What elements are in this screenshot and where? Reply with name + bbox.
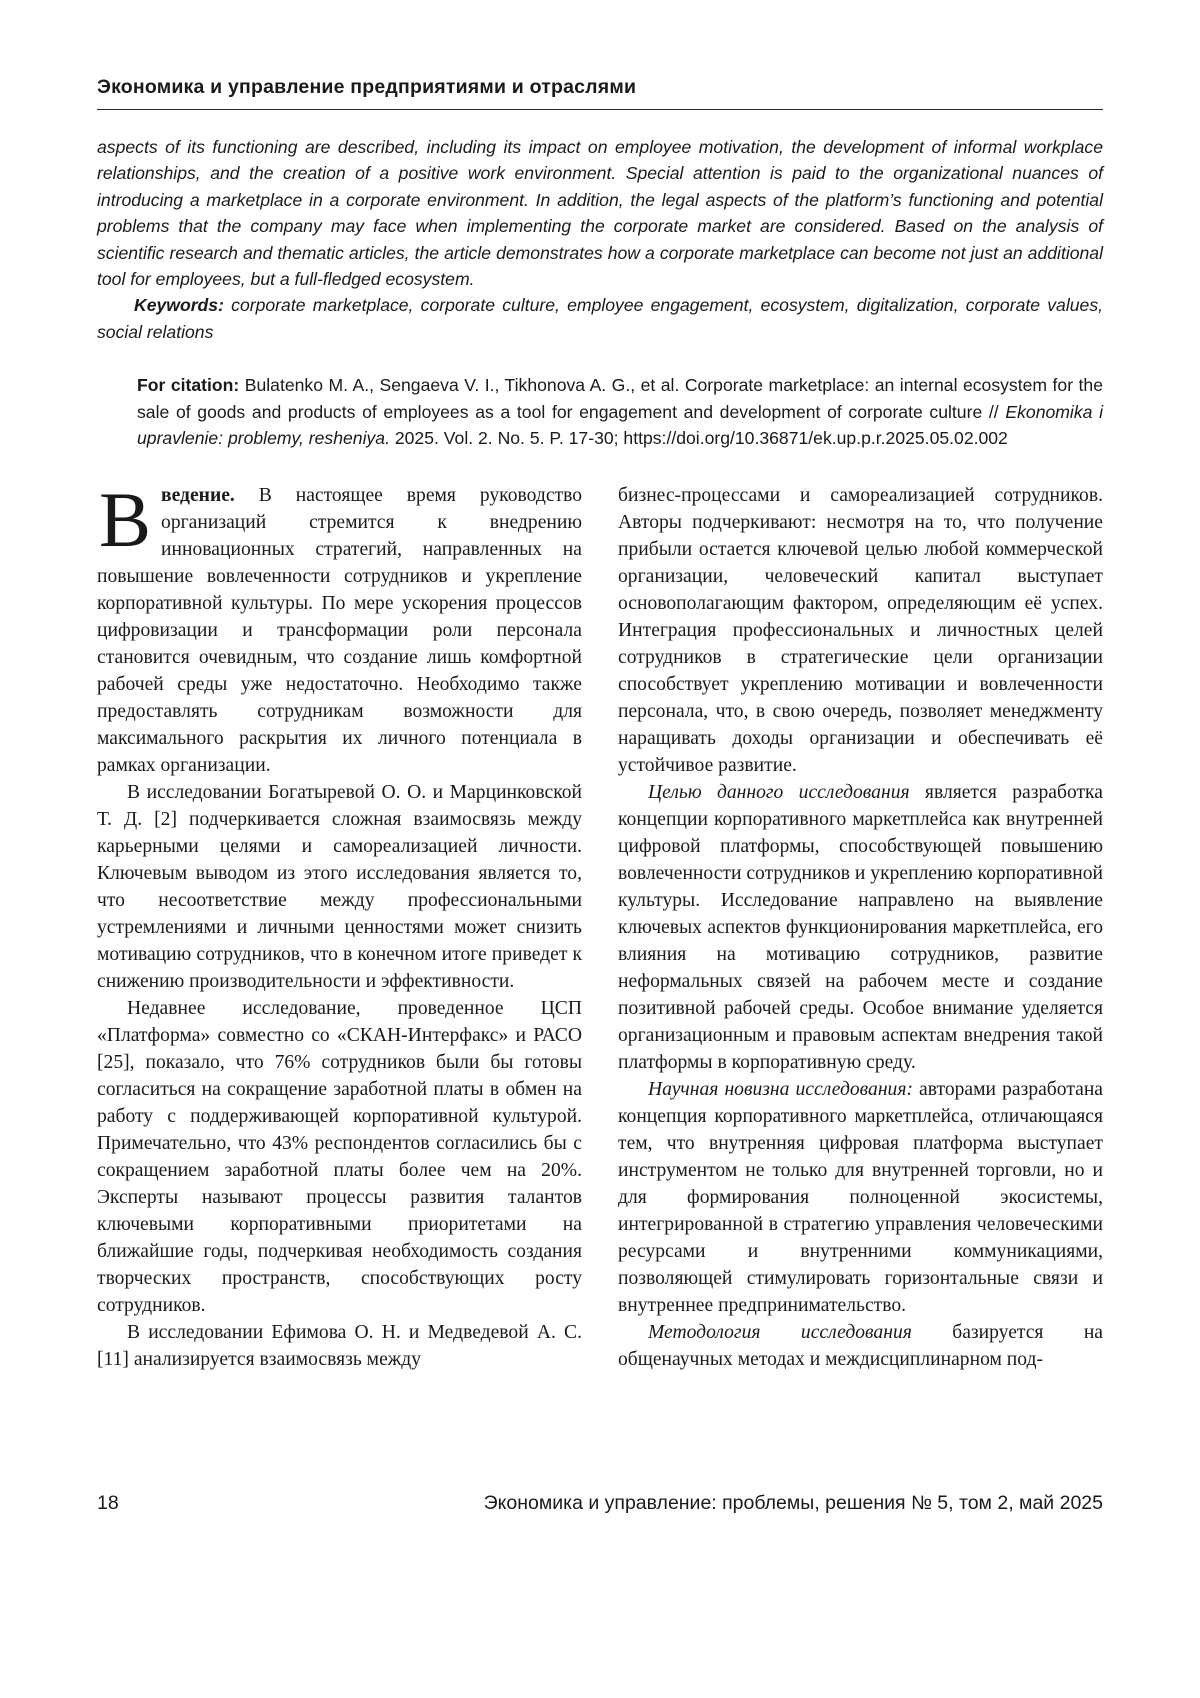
article-body [97, 476, 1104, 1373]
paragraph-lead-italic: Целью данного исследования [648, 782, 910, 804]
page-number: 18 [97, 1492, 119, 1514]
intro-lead-bold: ведение. [161, 485, 235, 507]
citation-text: Bulatenko M. A., Sengaeva V. I., Tikhonova A. G., et al. Corporate marketplace: an internal ecosystem for the sale of goods and products of employees as a tool for engagement and development of corporate culture // [137, 375, 1103, 422]
paragraph [97, 1319, 582, 1373]
right-column [618, 482, 1103, 1373]
keywords-label: Keywords: [134, 295, 224, 316]
paragraph-methodology [618, 1319, 1103, 1373]
section-heading: Экономика и управление предприятиями и отраслями [97, 76, 637, 98]
abstract-section [97, 134, 1103, 345]
paragraph [97, 995, 582, 1319]
paragraph-text: Недавнее исследование, проведенное ЦСП «Платформа» совместно со «СКАН-Интерфакс» и РАСО [25], показало, что 76% сотрудников были бы готовы согласиться на сокращение заработной платы в обмен на работу с поддерживающей корпоративной культурой. Примечательно, что 43% респондентов согласились бы с сокращением заработной платы более чем на 20%. Эксперты называют процессы развития талантов ключевыми корпоративными приоритетами на ближайшие годы, подчеркивая необходимость создания творческих пространств, способствующих росту сотрудников. [97, 998, 582, 1317]
journal-footer-title: Экономика и управление: проблемы, решения № 5, том 2, май 2025 [483, 1492, 1103, 1514]
paragraph-novelty [618, 1076, 1103, 1319]
keywords-line [97, 292, 1103, 345]
left-column [97, 476, 582, 1373]
paragraph-text: В исследовании Ефимова О. Н. и Медведевой А. С. [11] анализируется взаимосвязь между [97, 1322, 582, 1371]
keywords-text: corporate marketplace, corporate culture, employee engagement, ecosystem, digitalization, corporate values, social relations [97, 295, 1103, 342]
paragraph-goal [618, 779, 1103, 1076]
paragraph-text: является разработка концепции корпоративного маркетплейса как внутренней цифровой платформы, способствующей повышению вовлеченности сотрудников и укреплению корпоративной культуры. Исследование направлено на выявление ключевых аспектов функционирования маркетплейса, его влияния на мотивацию сотрудников, развитие неформальных связей на рабочем месте и создание позитивной рабочей среды. Особое внимание уделяется организационным и правовым аспектам внедрения такой платформы в корпоративную среду. [618, 782, 1104, 1074]
running-header [97, 76, 1103, 110]
citation-journal-italic: Ekonomika i upravlenie: problemy, resheniya. [137, 401, 1103, 449]
abstract-text: aspects of its functioning are described, including its impact on employee motivation, the development of informal workplace relationships, and the creation of a positive work environment. Special attention is paid to the organizational nuances of introducing a marketplace in a corporate environment. In addition, the legal aspects of the platform’s functioning and potential problems that the company may face when implementing the corporate market are considered. Based on the analysis of scientific research and thematic articles, the article demonstrates how a corporate marketplace can become not just an additional tool for employees, but a full-fledged ecosystem. [97, 137, 1103, 290]
paragraph-text: В исследовании Богатыревой О. О. и Марцинковской Т. Д. [2] подчеркивается сложная взаимосвязь между карьерными целями и самореализацией личности. Ключевым выводом из этого исследования является то, что несоответствие между профессиональными устремлениями и личными ценностями может снизить мотивацию сотрудников, что в конечном итоге приведет к снижению производительности и эффективности. [97, 782, 582, 993]
paragraph-text: В настоящее время руководство организаций стремится к внедрению инновационных стратегий, направленных на повышение вовлеченности сотрудников и укрепление корпоративной культуры. По мере ускорения процессов цифровизации и трансформации роли персонала становится очевидным, что создание лишь комфортной рабочей среды уже недостаточно. Необходимо также предоставлять сотрудникам возможности для максимального раскрытия их личного потенциала в рамках организации. [97, 485, 582, 777]
citation-text-tail: 2025. Vol. 2. No. 5. P. 17-30; https://doi.org/10.36871/ek.up.p.r.2025.05.02.002 [389, 428, 1008, 449]
intro-paragraph [97, 476, 582, 779]
page-footer [97, 1492, 1103, 1515]
paragraph-lead-italic: Научная новизна исследования: [648, 1079, 913, 1101]
paragraph-text: бизнес-процессами и самореализацией сотрудников. Авторы подчеркивают: несмотря на то, что получение прибыли остается ключевой целью любой коммерческой организации, человеческий капитал выступает основополагающим фактором, определяющим её успех. Интеграция профессиональных и личностных целей сотрудников в стратегические цели организации способствует укреплению мотивации и вовлеченности персонала, что, в свою очередь, позволяет менеджменту наращивать доходы организации и обеспечивать её устойчивое развитие. [618, 485, 1103, 777]
paragraph-continuation [618, 482, 1103, 779]
paragraph [97, 779, 582, 995]
drop-cap: В [99, 476, 152, 564]
paragraph-text: авторами разработана концепция корпоративного маркетплейса, отличающаяся тем, что внутренняя цифровая платформа выступает инструментом не только для внутренней торговли, но и для формирования полноценной экосистемы, интегрированной в стратегию управления человеческими ресурсами и внутренними коммуникациями, позволяющей стимулировать горизонтальные связи и внутреннее предпринимательство. [618, 1079, 1103, 1317]
paragraph-text: базируется на общенаучных методах и междисциплинарном под- [618, 1322, 1104, 1371]
citation-label: For citation: [137, 375, 240, 396]
header-divider [97, 109, 1103, 110]
paragraph-lead-italic: Методология исследования [648, 1322, 912, 1344]
citation-block [137, 372, 1103, 451]
